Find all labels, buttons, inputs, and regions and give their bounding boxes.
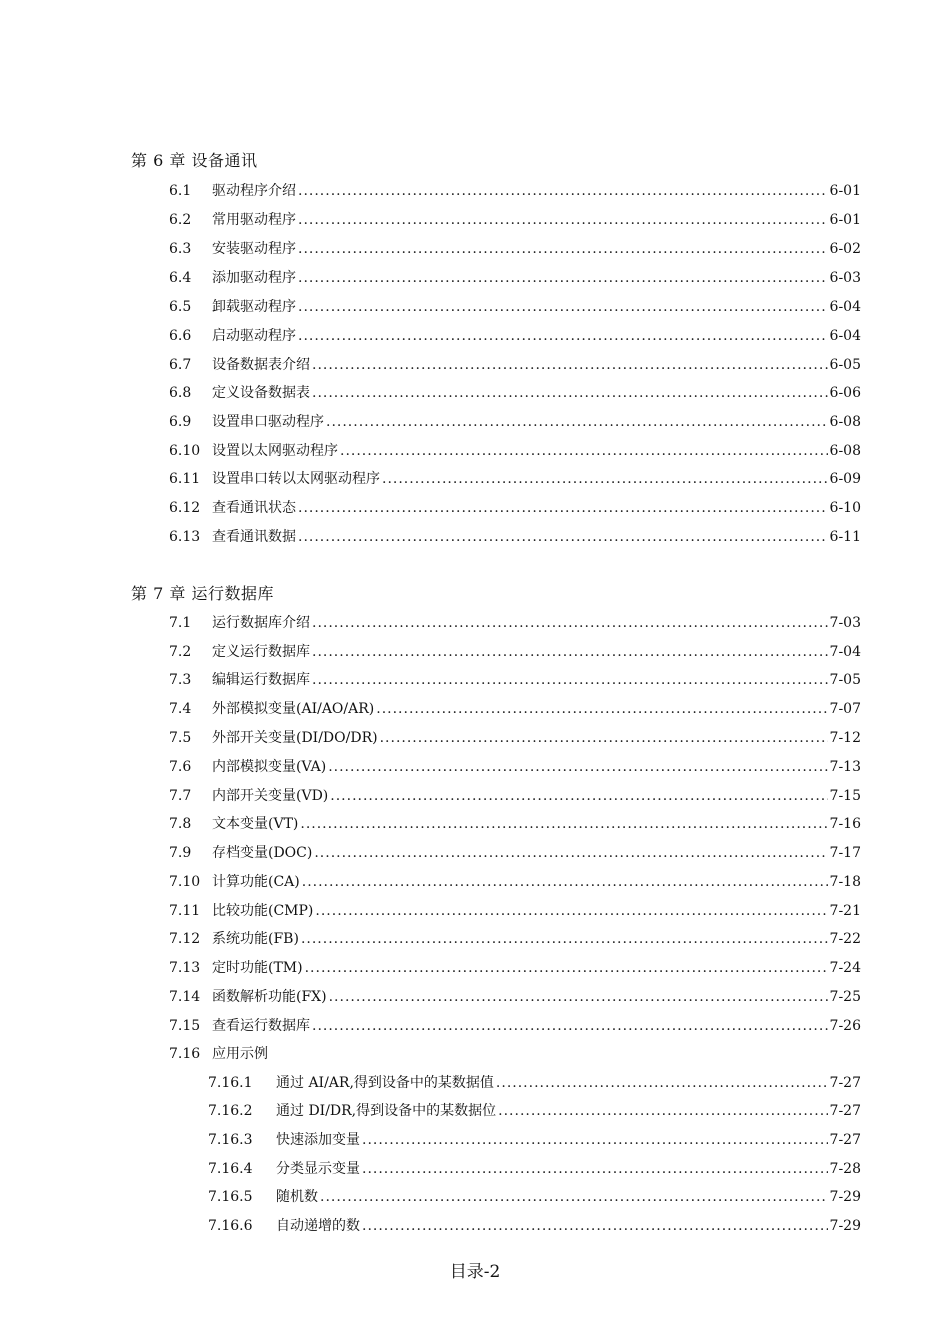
toc-entry-number: 7.10 (169, 874, 201, 890)
toc-entry-number: 6.13 (169, 529, 201, 545)
toc-entry-page: 7-22 (829, 931, 861, 947)
toc-entry-page: 7-26 (829, 1018, 861, 1034)
toc-entry-title: 计算功能(CA) (212, 874, 300, 890)
toc-entry-title: 内部开关变量(VD) (212, 788, 329, 804)
toc-subentry[interactable] (208, 1100, 861, 1120)
toc-entry-page: 6-01 (829, 183, 861, 199)
leader-dots (315, 903, 827, 919)
toc-entry[interactable] (169, 727, 861, 747)
leader-dots (298, 500, 828, 516)
toc-entry-title: 应用示例 (212, 1046, 268, 1062)
toc-entry-page: 7-24 (829, 960, 861, 976)
toc-entry-number: 7.5 (169, 730, 192, 746)
toc-entry-title: 设置以太网驱动程序 (212, 443, 338, 459)
toc-entry-number: 6.10 (169, 443, 201, 459)
leader-dots (298, 299, 828, 315)
leader-dots (298, 241, 828, 257)
toc-entry-number: 7.12 (169, 931, 201, 947)
toc-entry-title: 自动递增的数 (276, 1218, 360, 1234)
toc-entry-number: 7.15 (169, 1018, 201, 1034)
toc-entry-number: 7.3 (169, 672, 192, 688)
toc-entry-title: 设备数据表介绍 (212, 357, 310, 373)
toc-entry-title: 函数解析功能(FX) (212, 989, 327, 1005)
toc-entry-number: 6.12 (169, 500, 201, 516)
toc-subentry[interactable] (208, 1072, 861, 1092)
leader-dots (314, 845, 827, 861)
toc-entry[interactable] (169, 756, 861, 776)
toc-entry-title: 设置串口转以太网驱动程序 (212, 471, 380, 487)
toc-entry-page: 6-11 (829, 529, 861, 545)
toc-entry-page: 6-08 (829, 443, 861, 459)
toc-entry-page: 7-03 (829, 615, 861, 631)
toc-entry-title: 查看通讯数据 (212, 529, 296, 545)
toc-entry-page: 6-03 (829, 270, 861, 286)
toc-entry-title: 编辑运行数据库 (212, 672, 310, 688)
toc-entry-number: 7.6 (169, 759, 192, 775)
toc-subentry[interactable] (208, 1186, 861, 1206)
toc-entry[interactable] (169, 698, 861, 718)
toc-entry-page: 6-02 (829, 241, 861, 257)
toc-entry-title: 内部模拟变量(VA) (212, 759, 327, 775)
toc-entry-number: 7.14 (169, 989, 201, 1005)
toc-entry-title: 外部开关变量(DI/DO/DR) (212, 730, 378, 746)
toc-entry-page: 7-07 (829, 701, 861, 717)
toc-entry[interactable] (169, 411, 861, 431)
toc-entry-title: 随机数 (276, 1189, 318, 1205)
toc-entry-number: 7.16.2 (208, 1103, 253, 1119)
toc-entry-page: 7-27 (829, 1075, 861, 1091)
toc-entry[interactable] (169, 325, 861, 345)
toc-entry-number: 6.3 (169, 241, 192, 257)
leader-dots (312, 385, 828, 401)
leader-dots (330, 788, 827, 804)
toc-entry-title: 系统功能(FB) (212, 931, 299, 947)
toc-entry-number: 6.9 (169, 414, 192, 430)
toc-entry[interactable] (169, 296, 861, 316)
toc-entry-page: 6-06 (829, 385, 861, 401)
toc-entry-number: 6.8 (169, 385, 192, 401)
leader-dots (362, 1218, 828, 1234)
toc-entry-number: 7.16.4 (208, 1161, 253, 1177)
toc-entry-page: 7-29 (829, 1189, 861, 1205)
toc-entry-page: 7-21 (829, 903, 861, 919)
toc-entry-title: 安装驱动程序 (212, 241, 296, 257)
toc-entry-page: 7-12 (829, 730, 861, 746)
toc-entry-title: 分类显示变量 (276, 1161, 360, 1177)
toc-entry[interactable] (169, 1043, 861, 1063)
toc-entry-title: 存档变量(DOC) (212, 845, 313, 861)
leader-dots (376, 701, 827, 717)
leader-dots (328, 759, 827, 775)
toc-entry[interactable] (169, 871, 861, 891)
toc-entry-number: 7.8 (169, 816, 192, 832)
toc-entry-title: 定时功能(TM) (212, 960, 303, 976)
toc-entry-number: 7.16.6 (208, 1218, 253, 1234)
leader-dots (326, 414, 828, 430)
leader-dots (298, 328, 828, 344)
toc-entry-title: 文本变量(VT) (212, 816, 299, 832)
toc-entry-title: 查看运行数据库 (212, 1018, 310, 1034)
toc-entry-page: 7-28 (829, 1161, 861, 1177)
toc-entry[interactable] (169, 900, 861, 920)
leader-dots (312, 644, 828, 660)
toc-entry-number: 7.13 (169, 960, 201, 976)
toc-entry-page: 6-05 (829, 357, 861, 373)
toc-entry-number: 7.7 (169, 788, 192, 804)
toc-entry-title: 查看通讯状态 (212, 500, 296, 516)
toc-entry-number: 7.16.3 (208, 1132, 253, 1148)
toc-entry[interactable] (169, 842, 861, 862)
toc-entry[interactable] (169, 526, 861, 546)
leader-dots (301, 931, 828, 947)
toc-entry[interactable] (169, 267, 861, 287)
leader-dots (340, 443, 828, 459)
toc-entry-title: 运行数据库介绍 (212, 615, 310, 631)
toc-entry[interactable] (169, 957, 861, 977)
toc-entry[interactable] (169, 1015, 861, 1035)
toc-entry-number: 6.2 (169, 212, 192, 228)
toc-entry-page: 7-13 (829, 759, 861, 775)
toc-entry-page: 7-04 (829, 644, 861, 660)
toc-entry-page: 7-17 (829, 845, 861, 861)
leader-dots (496, 1075, 828, 1091)
toc-entry-page: 7-16 (829, 816, 861, 832)
toc-entry-number: 7.2 (169, 644, 192, 660)
toc-entry-page: 6-10 (829, 500, 861, 516)
toc-entry[interactable] (169, 382, 861, 402)
toc-entry[interactable] (169, 986, 861, 1006)
leader-dots (302, 874, 828, 890)
toc-entry-title: 驱动程序介绍 (212, 183, 296, 199)
leader-dots (298, 183, 828, 199)
toc-entry-number: 6.11 (169, 471, 201, 487)
toc-entry-number: 6.7 (169, 357, 192, 373)
toc-entry-number: 6.4 (169, 270, 192, 286)
toc-entry-title: 卸载驱动程序 (212, 299, 296, 315)
toc-entry-page: 7-29 (829, 1218, 861, 1234)
toc-entry-title: 通过 AI/AR,得到设备中的某数据值 (276, 1075, 494, 1091)
toc-entry-page: 7-05 (829, 672, 861, 688)
toc-entry[interactable] (169, 669, 861, 689)
toc-subentry[interactable] (208, 1129, 861, 1149)
toc-entry[interactable] (169, 813, 861, 833)
toc-entry-title: 启动驱动程序 (212, 328, 296, 344)
toc-entry-page: 7-18 (829, 874, 861, 890)
toc-entry-title: 常用驱动程序 (212, 212, 296, 228)
toc-entry-number: 7.1 (169, 615, 192, 631)
toc-entry-number: 7.4 (169, 701, 192, 717)
leader-dots (362, 1132, 828, 1148)
toc-entry-number: 7.11 (169, 903, 201, 919)
leader-dots (298, 270, 828, 286)
toc-entry[interactable] (169, 468, 861, 488)
toc-subentry[interactable] (208, 1158, 861, 1178)
toc-entry-number: 6.1 (169, 183, 192, 199)
leader-dots (380, 730, 828, 746)
toc-entry-page: 6-08 (829, 414, 861, 430)
toc-entry-number: 7.16.5 (208, 1189, 253, 1205)
leader-dots (305, 960, 828, 976)
toc-entry-page: 6-01 (829, 212, 861, 228)
toc-entry-title: 定义设备数据表 (212, 385, 310, 401)
toc-entry-page: 6-09 (829, 471, 861, 487)
chapter-7-heading: 第 7 章 运行数据库 (131, 584, 274, 603)
page-footer: 目录-2 (449, 1262, 501, 1282)
toc-entry-number: 7.16.1 (208, 1075, 253, 1091)
toc-entry-number: 7.16 (169, 1046, 201, 1062)
toc-entry-title: 外部模拟变量(AI/AO/AR) (212, 701, 375, 717)
toc-entry[interactable] (169, 180, 861, 200)
toc-entry-title: 比较功能(CMP) (212, 903, 314, 919)
toc-entry-title: 设置串口驱动程序 (212, 414, 324, 430)
chapter-6-heading: 第 6 章 设备通讯 (131, 151, 258, 170)
toc-entry-page: 7-27 (829, 1103, 861, 1119)
toc-entry-number: 7.9 (169, 845, 192, 861)
leader-dots (298, 529, 828, 545)
toc-entry[interactable] (169, 497, 861, 517)
toc-entry-title: 快速添加变量 (276, 1132, 360, 1148)
toc-entry-page: 7-27 (829, 1132, 861, 1148)
leader-dots (312, 1018, 828, 1034)
toc-entry-title: 通过 DI/DR,得到设备中的某数据位 (276, 1103, 497, 1119)
leader-dots (382, 471, 828, 487)
toc-entry[interactable] (169, 928, 861, 948)
toc-entry[interactable] (169, 209, 861, 229)
leader-dots (498, 1103, 827, 1119)
leader-dots (362, 1161, 828, 1177)
toc-entry[interactable] (169, 785, 861, 805)
leader-dots (300, 816, 827, 832)
leader-dots (312, 357, 828, 373)
toc-entry-title: 定义运行数据库 (212, 644, 310, 660)
toc-entry-page: 7-15 (829, 788, 861, 804)
leader-dots (329, 989, 828, 1005)
toc-entry[interactable] (169, 238, 861, 258)
toc-entry[interactable] (169, 641, 861, 661)
toc-entry-title: 添加驱动程序 (212, 270, 296, 286)
toc-entry-page: 7-25 (829, 989, 861, 1005)
leader-dots (312, 672, 828, 688)
toc-entry-number: 6.5 (169, 299, 192, 315)
leader-dots (312, 615, 828, 631)
toc-entry[interactable] (169, 354, 861, 374)
toc-entry-number: 6.6 (169, 328, 192, 344)
leader-dots (298, 212, 828, 228)
toc-subentry[interactable] (208, 1215, 861, 1235)
toc-entry-page: 6-04 (829, 299, 861, 315)
leader-dots (320, 1189, 828, 1205)
toc-entry[interactable] (169, 440, 861, 460)
toc-entry[interactable] (169, 612, 861, 632)
toc-entry-page: 6-04 (829, 328, 861, 344)
